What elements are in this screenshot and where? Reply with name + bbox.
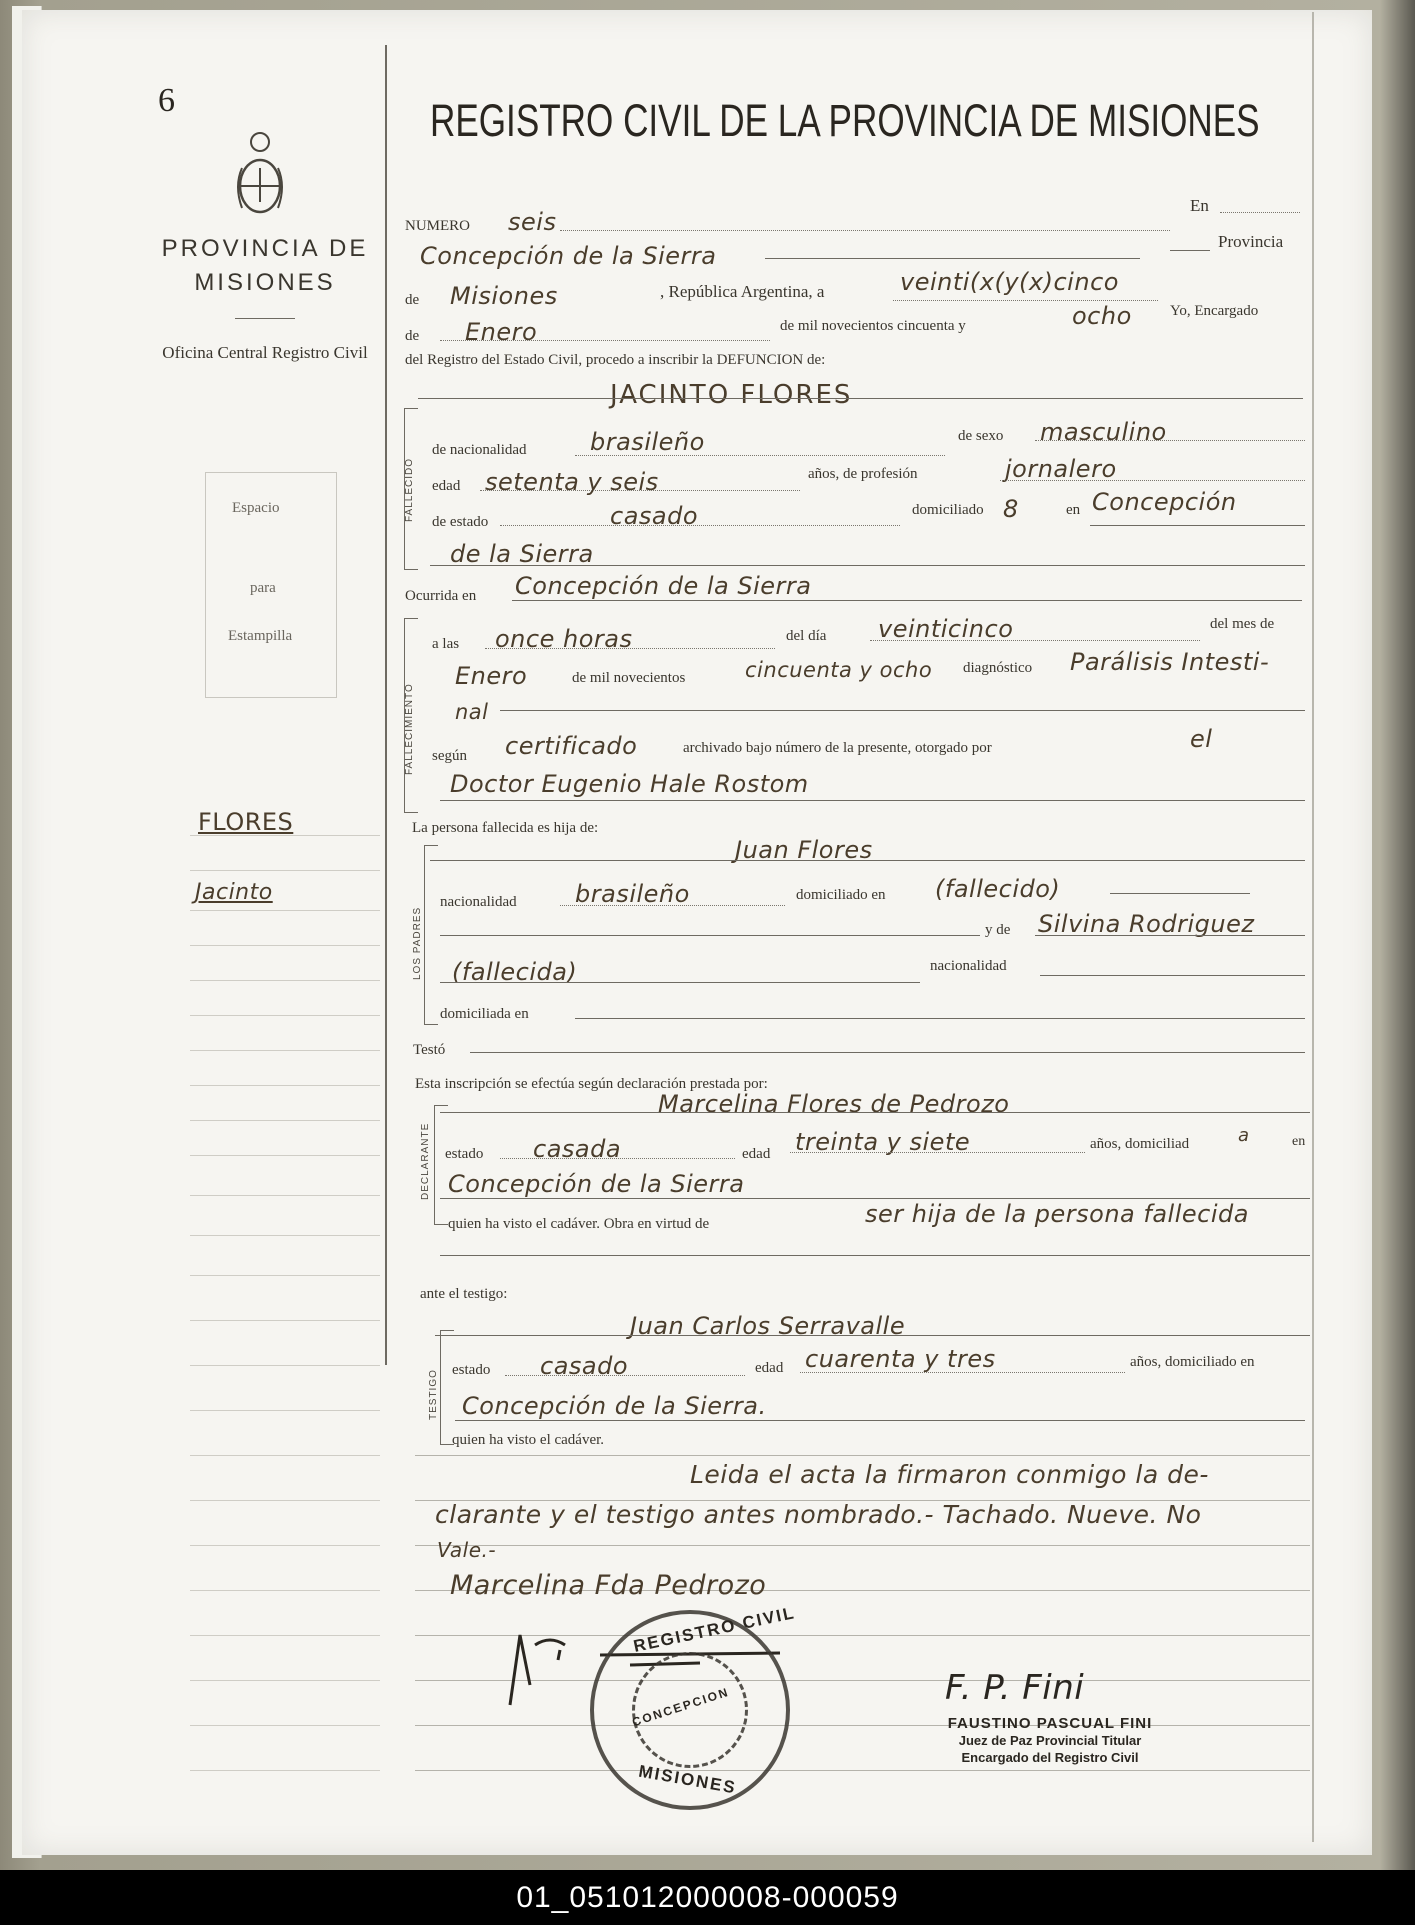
numero-line xyxy=(560,230,1170,231)
father-dom-line xyxy=(1110,893,1250,894)
age-label: edad xyxy=(432,478,461,494)
testigo-line xyxy=(435,1335,1310,1336)
decl-status-label: estado xyxy=(445,1146,484,1162)
place-line xyxy=(765,258,1140,259)
numero-label: NUMERO xyxy=(405,218,471,234)
seal-center-text: CONCEPCION xyxy=(630,1684,732,1730)
fallecimiento-side-label: FALLECIMIENTO xyxy=(404,683,415,775)
hour-value: once horas xyxy=(495,625,633,653)
test-age-line xyxy=(800,1372,1125,1373)
stub-surname: FLORES xyxy=(198,808,294,836)
profession-value: jornalero xyxy=(1005,455,1117,483)
nationality-label: de nacionalidad xyxy=(432,442,527,458)
test-age: cuarenta y tres xyxy=(805,1345,996,1373)
by-value: el xyxy=(1190,725,1213,753)
cert-value: certificado xyxy=(505,732,638,760)
stamp-label-2: para xyxy=(250,580,276,596)
decl-age: treinta y siete xyxy=(795,1128,971,1156)
status-line xyxy=(500,525,900,526)
profession-label: años, de profesión xyxy=(808,466,918,482)
mother-line xyxy=(1035,935,1305,936)
stub-given-name: Jacinto xyxy=(195,880,273,905)
testigo-name: Juan Carlos Serravalle xyxy=(630,1312,906,1340)
declarant-signature: Marcelina Fda Pedrozo xyxy=(450,1570,767,1601)
diagnosis-value: Parálisis Intesti- xyxy=(1070,648,1270,676)
domicile-cont-line xyxy=(430,565,1305,566)
stamp-label-3: Estampilla xyxy=(228,628,293,644)
page-number: 6 xyxy=(158,82,175,119)
doctor-value: Doctor Eugenio Hale Rostom xyxy=(450,770,809,798)
decl-en-label: en xyxy=(1292,1134,1306,1149)
ocurrida-value: Concepción de la Sierra xyxy=(515,572,812,600)
decl-age-line xyxy=(790,1152,1085,1153)
hour-line xyxy=(485,648,775,649)
mother-blank-line xyxy=(440,935,980,936)
archive-text: archivado bajo número de la presente, otorgado por xyxy=(683,740,992,756)
declarante-bracket xyxy=(434,1105,448,1225)
father-dom-label: domiciliado en xyxy=(796,887,886,903)
rule-3 xyxy=(415,1545,1310,1546)
month-value: Enero xyxy=(465,318,538,346)
declarante-name: Marcelina Flores de Pedrozo xyxy=(658,1090,1010,1118)
numero-value: seis xyxy=(508,208,557,236)
officer-title-1: Juez de Paz Provincial Titular xyxy=(958,1733,1142,1748)
declarante-line xyxy=(440,1112,1310,1113)
mother-status-line xyxy=(440,982,920,983)
month-label: del mes de xyxy=(1210,616,1275,632)
rule-8 xyxy=(415,1770,1310,1771)
domicile-mark: 8 xyxy=(1003,495,1019,523)
domicile-label: domiciliado xyxy=(912,502,984,518)
document-id: 01_051012000008-000059 xyxy=(516,1881,899,1914)
year-value-f: cincuenta y ocho xyxy=(745,658,933,682)
father-nat-label: nacionalidad xyxy=(440,894,517,910)
diagnosis-line xyxy=(500,710,1305,711)
month-value-f: Enero xyxy=(455,662,528,690)
officer-signature: F. P. Fini xyxy=(945,1668,1085,1708)
father-nat-line xyxy=(560,905,785,906)
stamp-label-1: Espacio xyxy=(232,500,280,516)
fallecido-side-label: FALLECIDO xyxy=(404,457,415,522)
officer-block xyxy=(910,1715,1190,1766)
decl-dom-mark: a xyxy=(1238,1125,1250,1146)
de-label-1: de xyxy=(405,292,420,308)
deceased-name: JACINTO FLORES xyxy=(610,380,853,410)
de-label-2: de xyxy=(405,328,420,344)
declarante-side-label: DECLARANTE xyxy=(420,1122,431,1200)
stub-office: Oficina Central Registro Civil xyxy=(162,343,368,362)
republica-label: , República Argentina, a xyxy=(660,282,825,301)
father-name: Juan Flores xyxy=(735,836,873,864)
right-margin-rule xyxy=(1312,12,1314,1842)
month-line xyxy=(440,340,770,341)
sex-line xyxy=(1035,440,1305,441)
closing-line-1: Leida el acta la firmaron conmigo la de- xyxy=(690,1460,1209,1489)
year-label-f: de mil novecientos xyxy=(572,670,686,686)
father-line xyxy=(430,860,1305,861)
domicile-en-label: en xyxy=(1066,502,1081,518)
stub-province: PROVINCIA DE MISIONES xyxy=(161,235,369,296)
page-title: REGISTRO CIVIL DE LA PROVINCIA DE MISIONES xyxy=(430,95,1260,146)
mother-dom-label: domiciliada en xyxy=(440,1006,529,1022)
diagnosis-cont: nal xyxy=(455,700,489,724)
testigo-bracket xyxy=(440,1330,454,1445)
ocurrida-line xyxy=(512,600,1302,601)
nationality-line xyxy=(575,455,945,456)
y-de-label: y de xyxy=(985,922,1011,938)
decl-domicile: Concepción de la Sierra xyxy=(448,1170,745,1198)
year-value: ocho xyxy=(1072,302,1132,330)
seal-top-text: REGISTRO CIVIL xyxy=(631,1603,798,1656)
decl-dom-label: años, domiciliad xyxy=(1090,1136,1190,1152)
diagnosis-label: diagnóstico xyxy=(963,660,1033,676)
decl-domicile-line xyxy=(440,1198,1310,1199)
profession-line xyxy=(1000,480,1305,481)
father-dom: (fallecido) xyxy=(935,875,1061,903)
seal-bottom-text: MISIONES xyxy=(637,1761,739,1798)
decl-reason-line xyxy=(440,1255,1310,1256)
domicile-value: Concepción xyxy=(1092,488,1237,516)
stub-divider xyxy=(385,45,387,1365)
place-value: Concepción de la Sierra xyxy=(420,242,717,270)
status-label: de estado xyxy=(432,514,489,530)
cert-label: según xyxy=(432,748,467,764)
decl-reason: ser hija de la persona fallecida xyxy=(865,1200,1249,1228)
intro-text: del Registro del Estado Civil, procedo a inscribir la DEFUNCION de: xyxy=(405,352,826,368)
year-text: de mil novecientos cincuenta y xyxy=(780,318,966,334)
closing-line-3: Vale.- xyxy=(437,1538,497,1562)
mother-nat-label: nacionalidad xyxy=(930,958,1007,974)
day-label: del día xyxy=(786,628,827,644)
test-status-line xyxy=(505,1375,745,1376)
officer-name: FAUSTINO PASCUAL FINI xyxy=(947,1715,1153,1732)
test-age-label: edad xyxy=(755,1360,784,1376)
day-value: veinti(x(y(x)cinco xyxy=(900,268,1119,296)
sex-label: de sexo xyxy=(958,428,1004,444)
coat-of-arms-icon xyxy=(232,128,288,224)
test-domicile-line xyxy=(455,1420,1305,1421)
en-line xyxy=(1220,212,1300,213)
decl-age-label: edad xyxy=(742,1146,771,1162)
father-nat: brasileño xyxy=(575,880,690,908)
decl-saw-text: quien ha visto el cadáver. Obra en virtud de xyxy=(448,1216,710,1232)
day-line-f xyxy=(870,640,1200,641)
deceased-line xyxy=(418,398,1303,399)
closing-line-2: clarante y el testigo antes nombrado.- Tachado. Nueve. No xyxy=(435,1500,1202,1529)
mother-name: Silvina Rodriguez xyxy=(1038,910,1255,938)
place-line-2 xyxy=(1170,250,1210,251)
decl-status: casada xyxy=(533,1135,622,1163)
test-saw-text: quien ha visto el cadáver. xyxy=(452,1432,605,1448)
padres-bracket xyxy=(424,845,438,1025)
day-line xyxy=(893,300,1158,301)
domicile-cont: de la Sierra xyxy=(450,540,594,568)
test-dom-label: años, domiciliado en xyxy=(1130,1354,1255,1370)
officer-title-2: Encargado del Registro Civil xyxy=(961,1750,1139,1765)
doctor-line xyxy=(440,800,1305,801)
sex-value: masculino xyxy=(1040,418,1167,446)
testigo-side-label: TESTIGO xyxy=(428,1369,439,1420)
province-value: Misiones xyxy=(450,282,558,310)
age-value: setenta y seis xyxy=(485,468,659,496)
padres-side-label: LOS PADRES xyxy=(412,906,423,980)
parents-intro: La persona fallecida es hija de: xyxy=(412,820,599,836)
declarante-intro: Esta inscripción se efectúa según declaración prestada por: xyxy=(415,1076,768,1092)
mother-dom-line xyxy=(575,1018,1305,1019)
test-status: casado xyxy=(540,1352,629,1380)
en-label: En xyxy=(1190,196,1209,215)
provincia-label: Provincia xyxy=(1218,232,1284,251)
status-value: casado xyxy=(610,502,699,530)
ocurrida-label: Ocurrida en xyxy=(405,588,477,604)
stub-divider-short xyxy=(235,318,295,319)
domicile-line xyxy=(1090,525,1305,526)
testo-line xyxy=(470,1052,1305,1053)
rule-1 xyxy=(415,1455,1310,1456)
hour-label: a las xyxy=(432,636,460,652)
yo-label: Yo, Encargado xyxy=(1170,303,1259,319)
decl-status-line xyxy=(500,1158,735,1159)
test-status-label: estado xyxy=(452,1362,491,1378)
age-line xyxy=(480,490,800,491)
testo-label: Testó xyxy=(413,1042,446,1058)
day-value-f: veinticinco xyxy=(878,615,1014,643)
mother-nat-line xyxy=(1040,975,1305,976)
nationality-value: brasileño xyxy=(590,428,705,456)
mother-status: (fallecida) xyxy=(452,958,578,986)
test-domicile: Concepción de la Sierra. xyxy=(462,1392,767,1420)
testigo-intro: ante el testigo: xyxy=(420,1286,508,1302)
